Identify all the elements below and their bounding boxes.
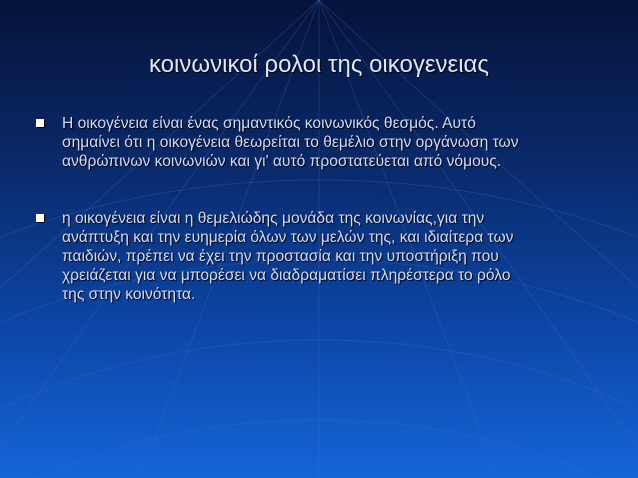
bullet-text-line: χρειάζεται για να μπορέσει να διαδραματίσει πληρέστερα το ρόλο <box>62 267 511 284</box>
bullet-text-line: της στην κοινότητα. <box>62 286 196 303</box>
bullet-text-line: η οικογένεια είναι η θεμελιώδης μονάδα της κοινωνίας,για την <box>62 210 485 227</box>
bullet-text-line: παιδιών, πρέπει να έχει την προστασία και την υποστήριξη που <box>62 248 499 265</box>
bullet-text-line: Η οικογένεια είναι ένας σημαντικός κοινωνικός θεσμός. Αυτό <box>62 115 476 132</box>
bullet-item <box>36 114 611 171</box>
bullet-item <box>36 209 611 304</box>
square-bullet-icon <box>36 214 44 222</box>
bullet-text-line: ανθρώπινων κοινωνιών και γι' αυτό προστατεύεται από νόμους. <box>62 153 502 170</box>
slide-title: κοινωνικοί ρολοι της οικογενειας <box>148 51 489 78</box>
bullet-text-line: ανάπτυξη και την ευημερία όλων των μελών της, και ιδιαίτερα των <box>62 229 514 246</box>
square-bullet-icon <box>36 119 44 127</box>
bullet-list <box>36 114 611 304</box>
bullet-text-line: σημαίνει ότι η οικογένεια θεωρείται το θεμέλιο στην οργάνωση των <box>62 134 519 151</box>
